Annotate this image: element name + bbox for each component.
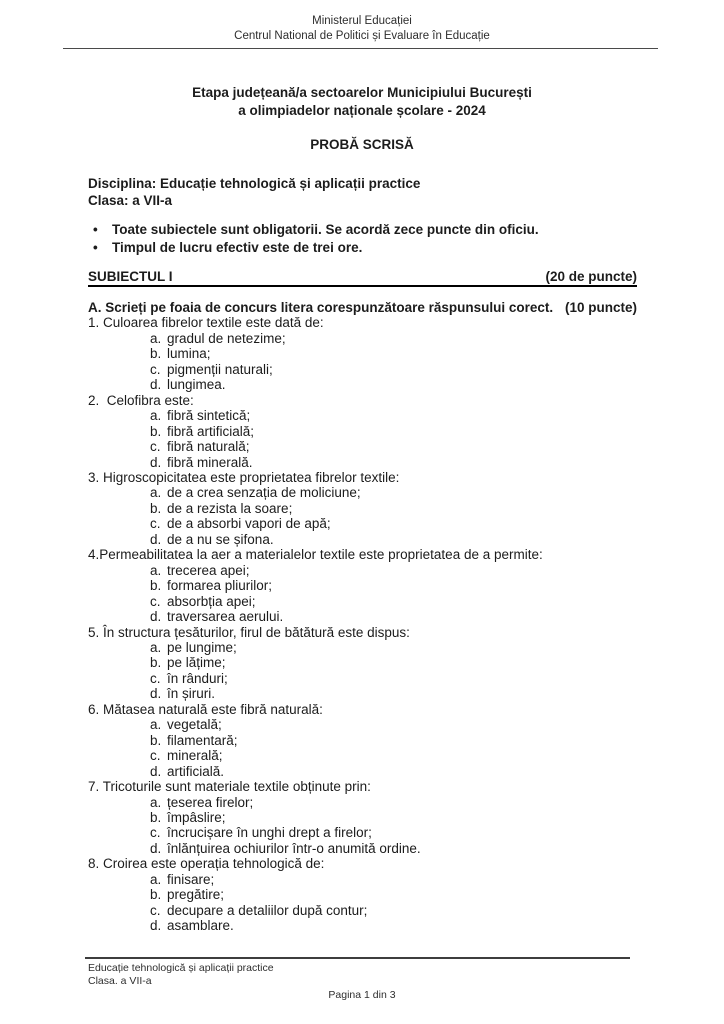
option-text: asamblare.: [167, 918, 234, 934]
note-text: Timpul de lucru efectiv este de trei ore.: [112, 240, 363, 255]
option-text: pe lățime;: [167, 655, 226, 671]
exam-type-title: PROBĂ SCRISĂ: [310, 137, 414, 152]
option-letter: b.: [150, 500, 162, 516]
answer-option: [88, 671, 644, 686]
option-letter: a.: [150, 485, 162, 501]
header-divider: [63, 48, 658, 49]
option-text: de a rezista la soare;: [167, 500, 293, 516]
stage-title: [0, 84, 724, 120]
option-letter: c.: [150, 361, 161, 377]
answer-option: [88, 748, 644, 763]
bullet-icon: •: [93, 240, 98, 255]
option-text: filamentară;: [167, 732, 238, 748]
option-letter: a.: [150, 717, 162, 733]
option-letter: d.: [150, 918, 162, 934]
option-letter: c.: [150, 748, 161, 764]
option-letter: a.: [150, 408, 162, 424]
answer-option: [88, 346, 644, 361]
answer-option: [88, 408, 644, 423]
footer-divider: [85, 957, 630, 959]
option-text: pe lungime;: [167, 639, 237, 655]
questions-list: [88, 315, 644, 933]
option-text: trecerea apei;: [167, 562, 250, 578]
bullet-icon: •: [93, 222, 98, 237]
answer-option: [88, 424, 644, 439]
question-text: 2. Celofibra este:: [88, 392, 194, 408]
option-text: încrucișare în unghi drept a firelor;: [167, 825, 372, 841]
subject1-points: (20 de puncte): [545, 269, 637, 284]
answer-option: [88, 331, 644, 346]
option-letter: b.: [150, 578, 162, 594]
answer-option: [88, 686, 644, 701]
option-letter: c.: [150, 670, 161, 686]
footer-discipline: Educație tehnologică și aplicații practice: [88, 962, 274, 974]
note-item: [93, 239, 637, 257]
answer-option: [88, 903, 644, 918]
option-text: artificială.: [167, 763, 225, 779]
answer-option: [88, 655, 644, 670]
option-letter: d.: [150, 531, 162, 547]
ministry-line: Ministerul Educației: [312, 15, 412, 27]
option-text: țeserea firelor;: [167, 794, 254, 810]
answer-option: [88, 501, 644, 516]
option-letter: d.: [150, 377, 162, 393]
answer-option: [88, 439, 644, 454]
option-letter: c.: [150, 902, 161, 918]
answer-option: [88, 795, 644, 810]
option-text: înlănțuirea ochiurilor într-o anumită ordine.: [167, 840, 421, 856]
answer-option: [88, 516, 644, 531]
answer-option: [88, 485, 644, 500]
national-center-line: Centrul National de Politici și Evaluare în Educație: [234, 29, 490, 42]
subject1-heading: [88, 269, 637, 287]
option-letter: c.: [150, 439, 161, 455]
option-text: gradul de netezime;: [167, 330, 286, 346]
option-letter: b.: [150, 809, 162, 825]
question-text: 8. Croirea este operația tehnologică de:: [88, 856, 325, 872]
answer-option: [88, 362, 644, 377]
option-letter: b.: [150, 887, 162, 903]
answer-option: [88, 609, 644, 624]
option-text: de a crea senzația de moliciune;: [167, 485, 361, 501]
page-number: Pagina 1 din 3: [328, 989, 396, 1001]
answer-option: [88, 640, 644, 655]
option-text: lungimea.: [167, 377, 226, 393]
option-letter: a.: [150, 871, 162, 887]
option-text: lumina;: [167, 346, 211, 362]
option-letter: b.: [150, 423, 162, 439]
grade-line: Clasa: a VII-a: [88, 193, 173, 208]
question-text: 3. Higroscopicitatea este proprietatea fibrelor textile:: [88, 469, 400, 485]
option-letter: b.: [150, 655, 162, 671]
option-text: decupare a detaliilor după contur;: [167, 902, 368, 918]
answer-option: [88, 825, 644, 840]
answer-option: [88, 377, 644, 392]
option-text: minerală;: [167, 748, 223, 764]
answer-option: [88, 918, 644, 933]
option-text: pregătire;: [167, 887, 225, 903]
answer-option: [88, 578, 644, 593]
option-text: fibră artificială;: [167, 423, 255, 439]
option-letter: a.: [150, 639, 162, 655]
option-letter: d.: [150, 686, 162, 702]
answer-option: [88, 764, 644, 779]
exam-notes: [93, 221, 637, 257]
option-letter: c.: [150, 593, 161, 609]
option-letter: d.: [150, 454, 162, 470]
option-letter: a.: [150, 562, 162, 578]
option-text: împâslire;: [167, 809, 226, 825]
option-text: formarea pliurilor;: [167, 578, 273, 594]
stage-title-line2: a olimpiadelor naționale școlare - 2024: [238, 103, 486, 118]
partA-instruction: A. Scrieți pe foaia de concurs litera corespunzătoare răspunsului corect.: [88, 300, 554, 315]
option-letter: d.: [150, 763, 162, 779]
option-letter: d.: [150, 840, 162, 856]
option-text: în șiruri.: [167, 686, 216, 702]
answer-option: [88, 810, 644, 825]
answer-option: [88, 872, 644, 887]
option-letter: a.: [150, 794, 162, 810]
option-letter: d.: [150, 609, 162, 625]
question-text: 1. Culoarea fibrelor textile este dată de:: [88, 315, 324, 331]
option-text: traversarea aerului.: [167, 609, 284, 625]
option-letter: a.: [150, 330, 162, 346]
option-letter: c.: [150, 516, 161, 532]
answer-option: [88, 717, 644, 732]
subject1-title: SUBIECTUL I: [88, 269, 173, 284]
option-text: fibră naturală;: [167, 439, 250, 455]
option-text: fibră minerală.: [167, 454, 253, 470]
option-text: pigmenții naturali;: [167, 361, 273, 377]
question-text: 6. Mătasea naturală este fibră naturală:: [88, 701, 323, 717]
answer-option: [88, 455, 644, 470]
answer-option: [88, 887, 644, 902]
option-text: de a nu se șifona.: [167, 531, 274, 547]
question-text: 5. În structura țesăturilor, firul de bătătură este dispus:: [88, 624, 410, 640]
footer-grade: Clasa. a VII-a: [88, 975, 152, 987]
option-text: de a absorbi vapori de apă;: [167, 516, 331, 532]
answer-option: [88, 563, 644, 578]
option-letter: c.: [150, 825, 161, 841]
exam-meta: [88, 175, 637, 209]
question-text: 7. Tricoturile sunt materiale textile obținute prin:: [88, 779, 371, 795]
discipline-line: Disciplina: Educație tehnologică și aplicații practice: [88, 176, 421, 191]
document-header: [0, 0, 724, 43]
answer-option: [88, 841, 644, 856]
answer-option: [88, 532, 644, 547]
stage-title-line1: Etapa județeană/a sectoarelor Municipiului București: [192, 85, 532, 100]
answer-option: [88, 733, 644, 748]
question-text: 4.Permeabilitatea la aer a materialelor textile este proprietatea de a permite:: [88, 547, 543, 563]
option-text: vegetală;: [167, 717, 222, 733]
note-text: Toate subiectele sunt obligatorii. Se acordă zece puncte din oficiu.: [112, 222, 539, 237]
option-text: fibră sintetică;: [167, 408, 251, 424]
option-text: finisare;: [167, 871, 215, 887]
option-text: absorbția apei;: [167, 593, 256, 609]
option-text: în rânduri;: [167, 670, 228, 686]
answer-option: [88, 594, 644, 609]
option-letter: b.: [150, 732, 162, 748]
partA-heading: [88, 300, 637, 315]
note-item: [93, 221, 637, 239]
document-footer: [0, 957, 724, 1002]
partA-points: (10 puncte): [564, 300, 637, 315]
option-letter: b.: [150, 346, 162, 362]
